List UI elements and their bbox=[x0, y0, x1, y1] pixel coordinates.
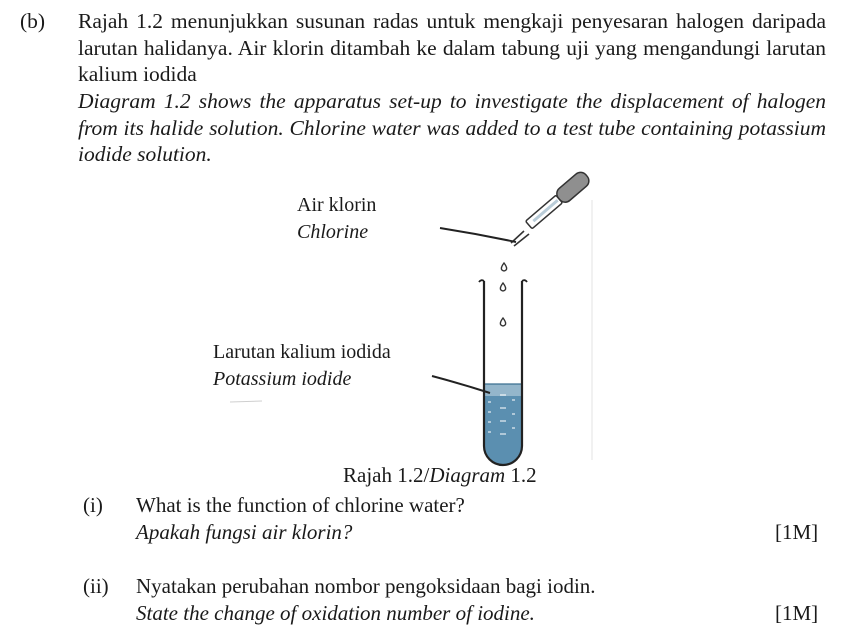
chlorine-drop-icon bbox=[501, 263, 506, 271]
label-chlorine-water-english: Chlorine bbox=[297, 221, 369, 243]
subquestion-i-number: (i) bbox=[83, 493, 103, 517]
subquestion-ii-marks: [1M] bbox=[775, 601, 819, 625]
chlorine-drop-icon bbox=[500, 318, 505, 326]
subquestion-i-marks: [1M] bbox=[775, 520, 819, 544]
subquestion-i-english: What is the function of chlorine water? bbox=[136, 493, 465, 517]
test-tube-icon bbox=[479, 280, 527, 465]
subquestion-ii-english: State the change of oxidation number of iodine. bbox=[136, 601, 535, 625]
leader-line-tube bbox=[432, 376, 490, 393]
label-chlorine-water-malay: Air klorin bbox=[297, 194, 377, 216]
question-marker: (b) bbox=[20, 9, 46, 33]
dropper-icon bbox=[511, 169, 592, 246]
subquestion-ii-malay: Nyatakan perubahan nombor pengoksidaan bagi iodin. bbox=[136, 574, 596, 598]
caption-english: Diagram bbox=[429, 463, 506, 487]
subquestion-ii-number: (ii) bbox=[83, 574, 109, 598]
chlorine-drop-icon bbox=[500, 283, 505, 291]
label-potassium-iodide-malay: Larutan kalium iodida bbox=[213, 341, 391, 363]
scan-mark bbox=[230, 401, 262, 402]
question-text-english: Diagram 1.2 shows the apparatus set-up to investigate the displacement of halogen from its halide solution. Chlorine water was added to a test tube containing potassium iodide solution. bbox=[78, 89, 826, 166]
caption-malay: Rajah 1.2/ bbox=[343, 463, 430, 487]
question-text-malay: Rajah 1.2 menunjukkan susunan radas untuk mengkaji penyesaran halogen daripada larutan halidanya. Air klorin ditambah ke dalam tabung uji yang mengandungi larutan kalium iodida bbox=[78, 9, 826, 86]
caption-number: 1.2 bbox=[505, 463, 537, 487]
diagram-caption bbox=[343, 462, 537, 488]
subquestion-i-malay: Apakah fungsi air klorin? bbox=[136, 520, 353, 544]
label-potassium-iodide-english: Potassium iodide bbox=[213, 368, 352, 390]
leader-line-dropper bbox=[440, 228, 516, 242]
